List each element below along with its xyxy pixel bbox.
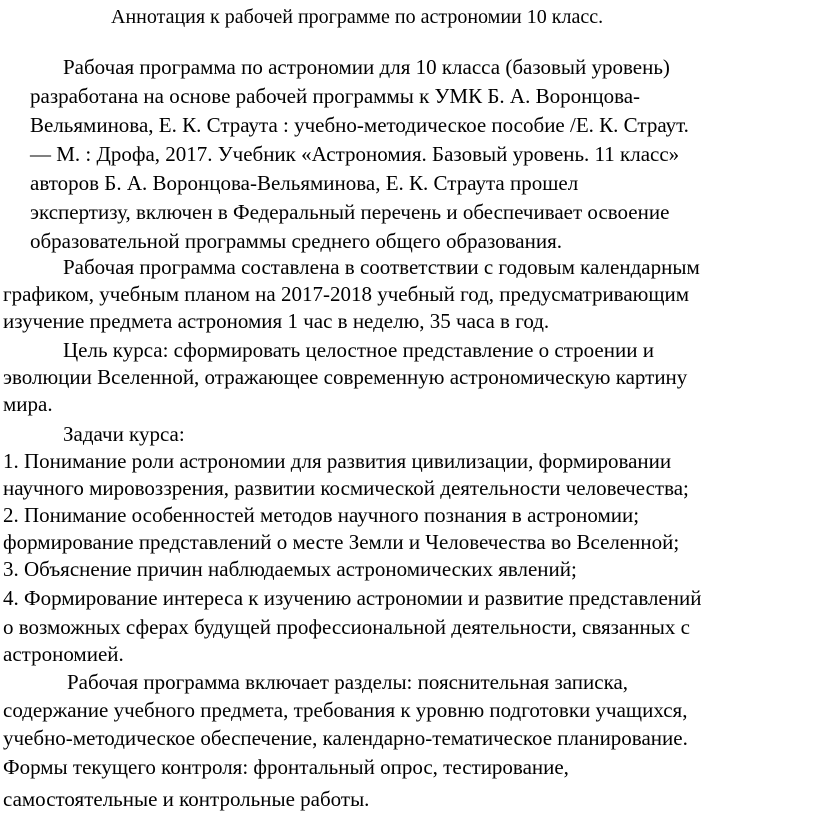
text-line: разработана на основе рабочей программы к УМК Б. А. Воронцова- [30,84,641,108]
text-line: изучение предмета астрономия 1 час в неделю, 35 часа в год. [3,309,550,333]
text-line: Цель курса: сформировать целостное представление о строении и [63,338,654,362]
text-line: формирование представлений о месте Земли и Человечества во Вселенной; [3,530,680,554]
text-line: самостоятельные и контрольные работы. [3,787,370,811]
text-line: Вельяминова, Е. К. Страута : учебно-методическое пособие /Е. К. Страут. [30,113,689,137]
text-line: Задачи курса: [63,422,185,446]
text-line: астрономией. [3,642,124,666]
text-line: научного мировоззрения, развитии космической деятельности человечества; [3,476,689,500]
text-line: 2. Понимание особенностей методов научного познания в астрономии; [3,503,640,527]
text-line: Рабочая программа включает разделы: пояснительная записка, [67,670,629,694]
text-line: экспертизу, включен в Федеральный перечень и обеспечивает освоение [30,200,670,224]
text-line: 3. Объяснение причин наблюдаемых астрономических явлений; [3,557,577,581]
text-line: авторов Б. А. Воронцова-Вельяминова, Е. К. Страута прошел [30,171,579,195]
text-line: 1. Понимание роли астрономии для развития цивилизации, формировании [3,449,672,473]
text-line: 4. Формирование интереса к изучению астрономии и развитие представлений [3,586,702,610]
text-line: Рабочая программа составлена в соответствии с годовым календарным [63,255,700,279]
document-title: Аннотация к рабочей программе по астрономии 10 класс. [111,6,604,28]
text-line: содержание учебного предмета, требования к уровню подготовки учащихся, [3,698,688,722]
text-line: образовательной программы среднего общего образования. [30,229,562,253]
text-line: учебно-методическое обеспечение, календарно-тематическое планирование. [3,726,688,750]
text-line: эволюции Вселенной, отражающее современную астрономическую картину [3,365,688,389]
text-line: о возможных сферах будущей профессиональной деятельности, связанных с [3,615,690,639]
text-line: Рабочая программа по астрономии для 10 класса (базовый уровень) [63,55,670,79]
text-line: мира. [3,392,53,416]
text-line: — М. : Дрофа, 2017. Учебник «Астрономия. Базовый уровень. 11 класс» [30,142,680,166]
text-line: Формы текущего контроля: фронтальный опрос, тестирование, [3,755,569,779]
text-line: графиком, учебным планом на 2017-2018 учебный год, предусматривающим [3,282,690,306]
